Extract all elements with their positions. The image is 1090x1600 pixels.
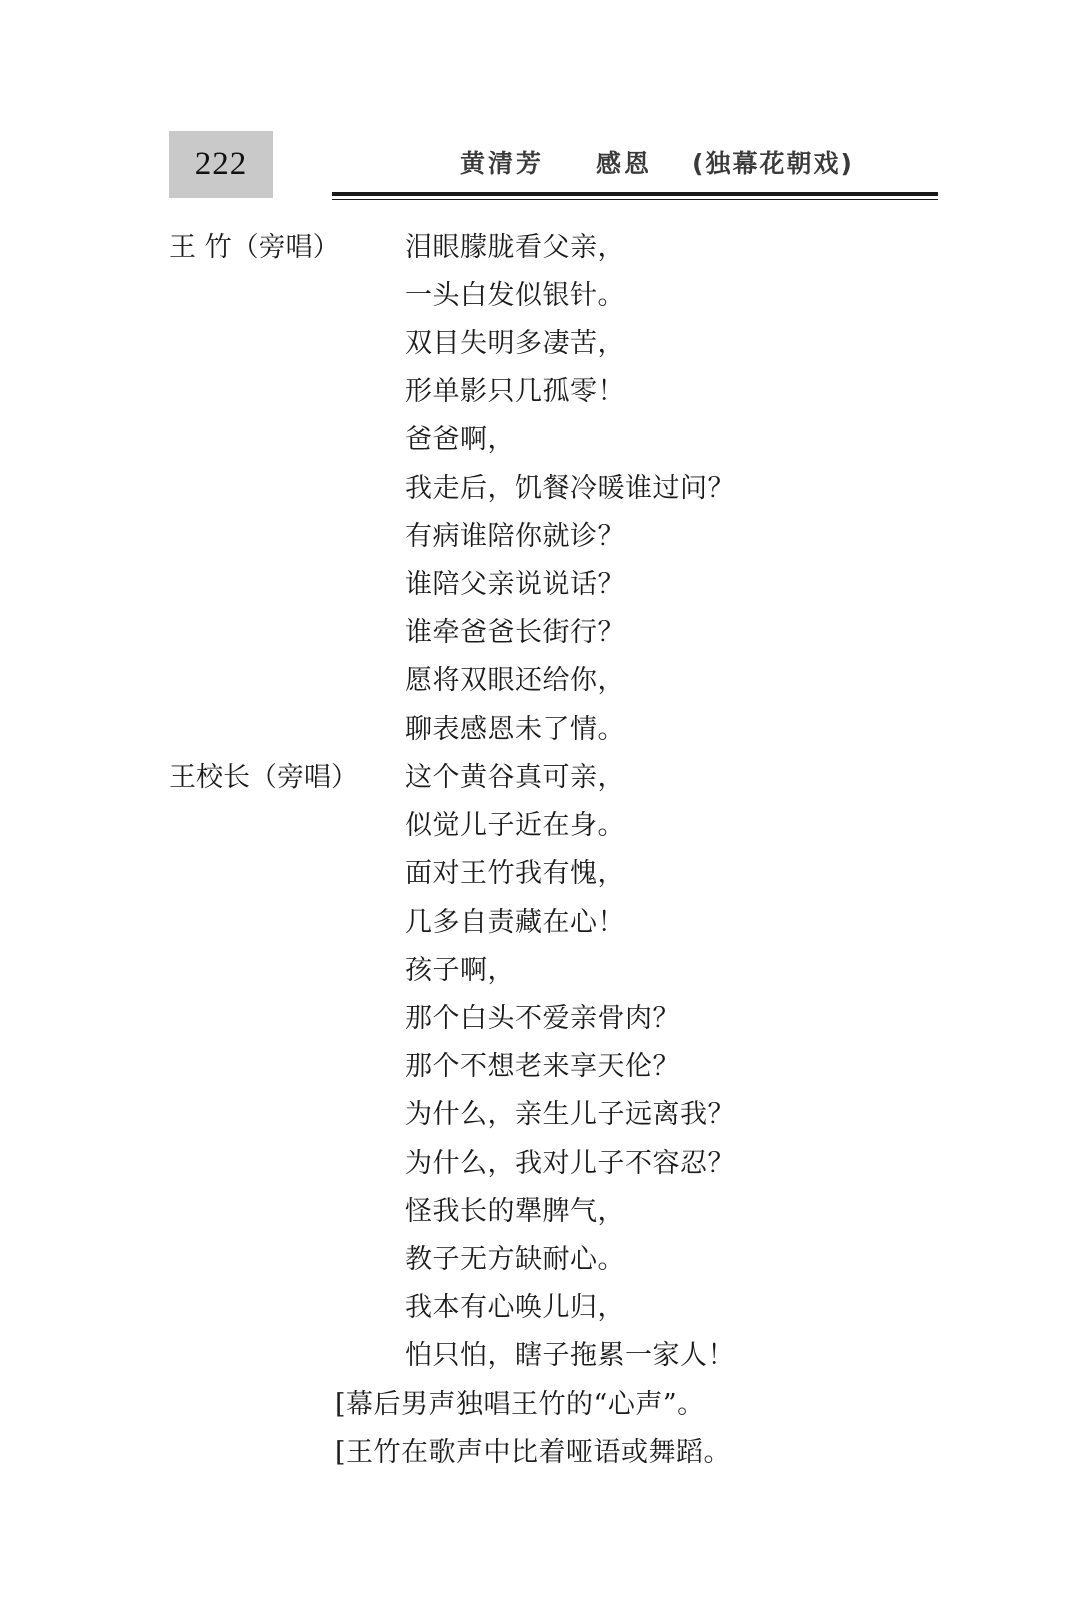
lyric-line: 似觉儿子近在身。 xyxy=(405,810,625,841)
lyric-line: 面对王竹我有愧， xyxy=(405,858,625,889)
header-title: 感恩 xyxy=(596,149,653,178)
lyric-line: 我本有心唤儿归， xyxy=(405,1292,625,1323)
speaker-label-wang-zhu: 王 竹（旁唱） xyxy=(169,232,340,263)
lyric-line: 谁牵爸爸长街行？ xyxy=(405,617,625,648)
lyric-line: 孩子啊， xyxy=(405,955,515,986)
speaker-label-principal-wang: 王校长（旁唱） xyxy=(169,762,358,793)
page-number: 222 xyxy=(194,146,248,182)
header-author: 黄清芳 xyxy=(460,149,545,178)
lyric-line: 我走后，饥餐冷暖谁过问？ xyxy=(405,473,735,504)
lyric-line: 这个黄谷真可亲， xyxy=(405,762,625,793)
lyric-line: 谁陪父亲说说话？ xyxy=(405,569,625,600)
lyric-line: 一头白发似银针。 xyxy=(405,280,625,311)
running-header xyxy=(460,142,854,182)
page-number-box xyxy=(169,131,273,198)
lyric-line: 怪我长的犟脾气， xyxy=(405,1196,625,1227)
lyric-line: 泪眼朦胧看父亲， xyxy=(405,232,625,263)
lyric-line: 双目失明多凄苦， xyxy=(405,328,625,359)
header-subtitle: (独幕花朝戏) xyxy=(692,149,854,178)
lyric-line: 爸爸啊， xyxy=(405,424,515,455)
lyric-line: 几多自责藏在心！ xyxy=(405,907,625,938)
lyric-line: 那个不想老来享天伦？ xyxy=(405,1051,680,1082)
lyric-line: 形单影只几孤零！ xyxy=(405,376,625,407)
lyric-line: 教子无方缺耐心。 xyxy=(405,1244,625,1275)
stage-direction: [王竹在歌声中比着哑语或舞蹈。 xyxy=(335,1437,732,1468)
stage-direction: [幕后男声独唱王竹的“心声”。 xyxy=(335,1389,705,1420)
lyric-line: 愿将双眼还给你， xyxy=(405,665,625,696)
lyric-line: 聊表感恩未了情。 xyxy=(405,714,625,745)
lyric-line: 有病谁陪你就诊？ xyxy=(405,521,625,552)
lyric-line: 那个白头不爱亲骨肉？ xyxy=(405,1003,680,1034)
header-rule-thin xyxy=(332,199,938,200)
header-rule-thick xyxy=(332,192,938,196)
lyric-line: 为什么，亲生儿子远离我？ xyxy=(405,1099,735,1130)
lyric-line: 为什么，我对儿子不容忍？ xyxy=(405,1148,735,1179)
lyric-line: 怕只怕，瞎子拖累一家人！ xyxy=(405,1340,735,1371)
